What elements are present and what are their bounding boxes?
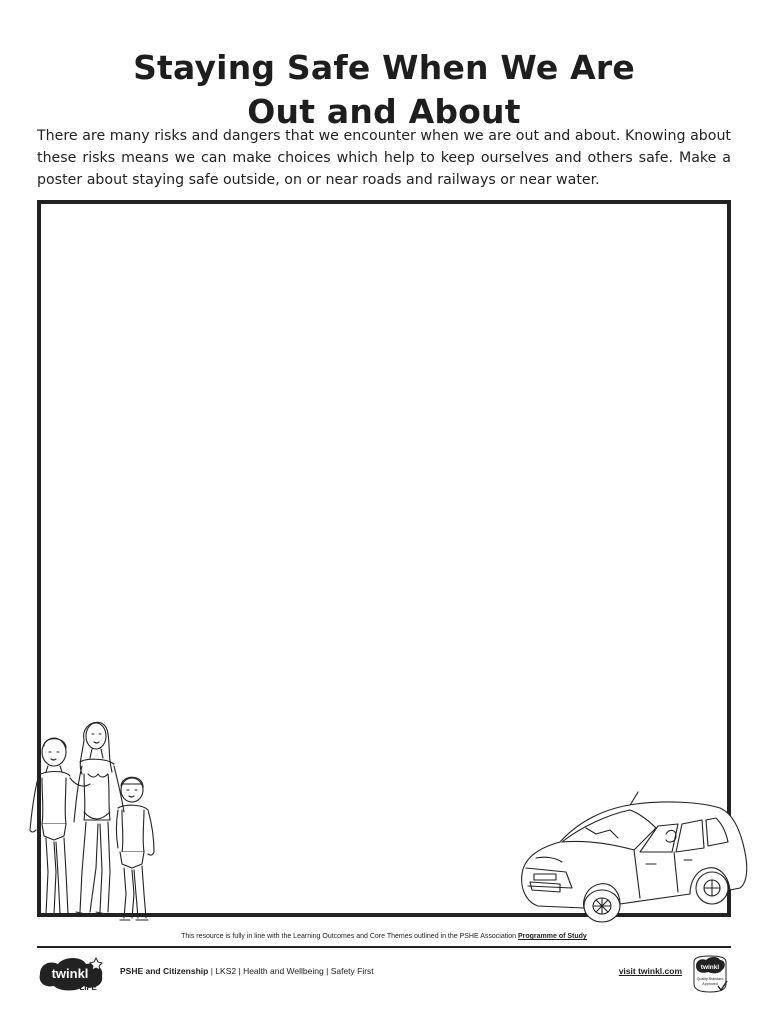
breadcrumb-separator: | xyxy=(238,966,241,976)
title-line-1: Staying Safe When We Are xyxy=(133,48,635,88)
title-line-2: Out and About xyxy=(247,92,521,132)
car-illustration xyxy=(516,788,750,924)
breadcrumb-topic: Health and Wellbeing xyxy=(243,966,324,976)
footer-breadcrumb xyxy=(120,966,374,976)
badge-word: twinkl xyxy=(700,964,720,971)
badge-line-2: Approved xyxy=(702,982,718,986)
footer-divider xyxy=(37,946,731,948)
programme-of-study-link[interactable]: Programme of Study xyxy=(517,933,587,940)
children-swimwear-illustration xyxy=(26,712,161,924)
breadcrumb-subject: PSHE and Citizenship xyxy=(120,966,209,976)
twinkl-life-logo[interactable] xyxy=(36,954,108,992)
page-title xyxy=(0,46,768,134)
breadcrumb-separator: | xyxy=(326,966,329,976)
breadcrumb-unit: Safety First xyxy=(330,966,374,976)
breadcrumb-stage: LKS2 xyxy=(215,966,237,976)
curriculum-notice-text: This resource is fully in line with the Learning Outcomes and Core Themes outlined in the PSHE Association xyxy=(181,933,517,940)
quality-standard-badge xyxy=(690,954,730,994)
logo-word: twinkl xyxy=(51,966,89,981)
visit-twinkl-link[interactable]: visit twinkl.com xyxy=(618,966,682,976)
badge-line-1: Quality Standard xyxy=(696,977,724,981)
logo-sub: LIFE xyxy=(79,983,97,992)
breadcrumb-separator: | xyxy=(210,966,213,976)
curriculum-notice xyxy=(0,933,768,940)
intro-paragraph: There are many risks and dangers that we encounter when we are out and about. Knowing about these risks means we can make choices which help to keep ourselves and others safe. Make a poster about staying safe outside, on or near roads and railways or near water. xyxy=(37,128,731,188)
